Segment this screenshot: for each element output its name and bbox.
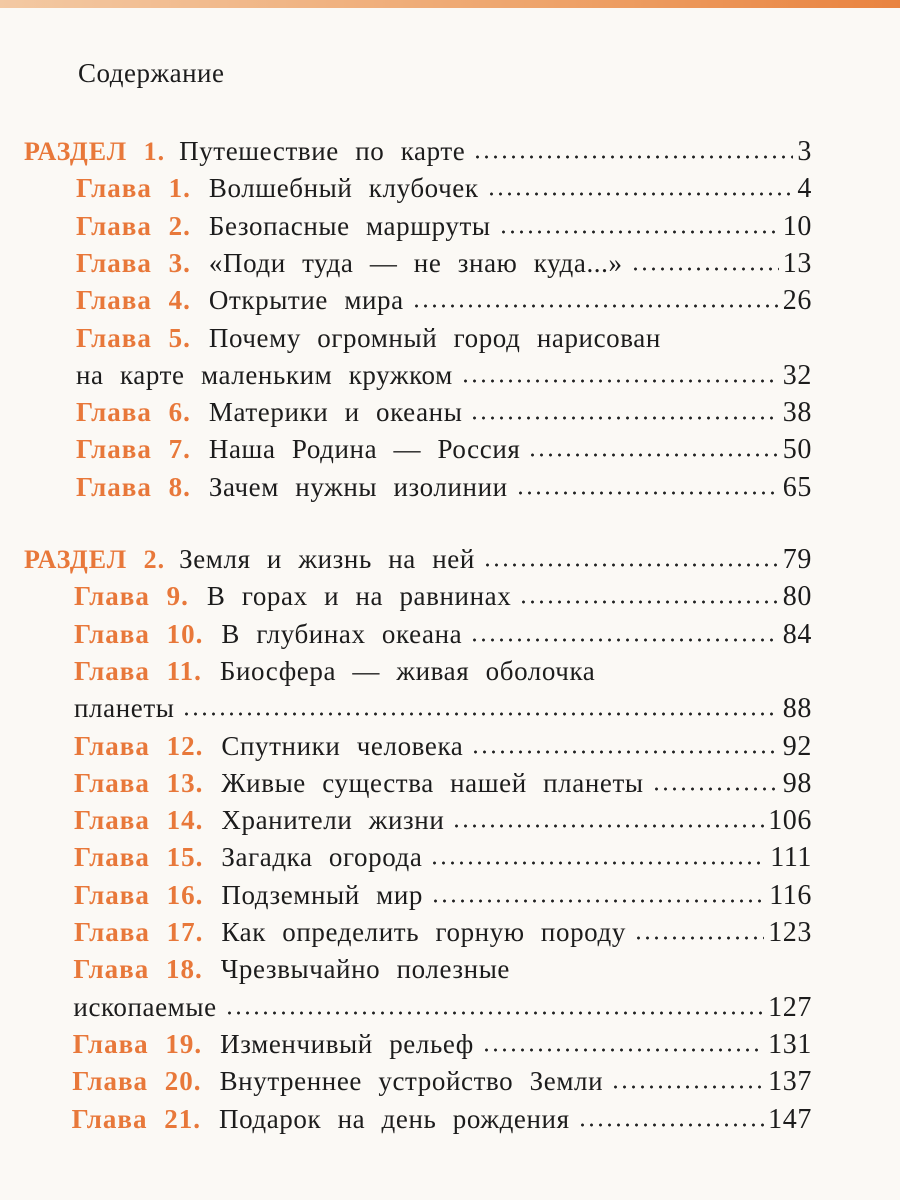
- chapter-entry[interactable]: [76, 283, 812, 317]
- chapter-entry[interactable]: [76, 470, 812, 504]
- chapter-label: Глава 5.: [76, 322, 191, 353]
- page-title: Содержание: [78, 58, 225, 88]
- page-number: 106: [768, 805, 812, 837]
- dot-leader: [452, 824, 764, 828]
- page-number: 92: [782, 730, 812, 762]
- chapter-label: Глава 10.: [74, 618, 204, 649]
- section-title: Земля и жизнь на ней: [179, 544, 475, 574]
- chapter-entry[interactable]: [76, 209, 812, 243]
- chapter-title: В глубинах океана: [221, 618, 463, 649]
- chapter-label: Глава 3.: [76, 247, 191, 278]
- chapter-title: Почему огромный город нарисован: [208, 322, 661, 353]
- chapter-title: Как определить горную породу: [221, 917, 626, 947]
- dot-leader: [528, 453, 778, 457]
- chapter-label: Глава 16.: [74, 879, 204, 910]
- dot-leader: [470, 416, 778, 420]
- chapter-title-continued: на карте маленьким кружком: [76, 359, 453, 390]
- chapter-entry[interactable]: [76, 395, 812, 429]
- chapter-entry[interactable]: [74, 766, 812, 800]
- chapter-entry[interactable]: [74, 617, 812, 651]
- chapter-title: Открытие мира: [208, 285, 404, 316]
- chapter-label: Глава 18.: [73, 954, 203, 985]
- chapter-title: Подземный мир: [221, 879, 424, 910]
- page-number: 84: [782, 618, 812, 650]
- dot-leader: [182, 712, 778, 716]
- page-number: 50: [782, 434, 812, 466]
- chapter-entry[interactable]: [74, 654, 812, 688]
- chapter-entry[interactable]: [76, 246, 812, 280]
- chapter-title: Спутники человека: [221, 730, 464, 761]
- chapter-label: Глава 20.: [72, 1066, 202, 1097]
- chapter-title: Волшебный клубочек: [208, 173, 479, 204]
- chapter-title: Зачем нужны изолинии: [208, 471, 508, 502]
- dot-leader: [634, 936, 764, 940]
- page-number: 26: [782, 285, 812, 317]
- page-number: 10: [782, 210, 812, 242]
- chapter-label: Глава 4.: [76, 285, 191, 316]
- page-number: 111: [770, 842, 812, 874]
- dot-leader: [631, 267, 779, 271]
- chapter-title: Хранители жизни: [221, 805, 445, 836]
- chapter-title-continued: планеты: [74, 693, 175, 724]
- dot-leader: [473, 155, 793, 159]
- chapter-label: Глава 6.: [76, 397, 191, 428]
- chapter-label: Глава 19.: [72, 1028, 203, 1059]
- dot-leader: [611, 1085, 764, 1089]
- chapter-title: Загадка огорода: [221, 842, 423, 873]
- section-label: РАЗДЕЛ 1.: [24, 137, 166, 166]
- chapter-entry-continued[interactable]: [74, 691, 812, 725]
- dot-leader: [471, 750, 778, 754]
- chapter-entry[interactable]: [74, 729, 812, 763]
- section-entry[interactable]: [24, 134, 812, 168]
- chapter-label: Глава 2.: [76, 210, 191, 241]
- dot-leader: [516, 491, 779, 495]
- dot-leader: [412, 304, 779, 308]
- chapter-title: Биосфера — живая оболочка: [219, 655, 596, 686]
- page-number: 123: [768, 917, 812, 948]
- chapter-entry[interactable]: [74, 803, 812, 837]
- dot-leader: [519, 600, 778, 604]
- dot-leader: [482, 1048, 764, 1052]
- page-number: 116: [769, 879, 812, 911]
- chapter-label: Глава 14.: [74, 805, 204, 836]
- chapter-entry-continued[interactable]: [73, 990, 812, 1024]
- chapter-label: Глава 9.: [74, 581, 189, 612]
- section-entry[interactable]: [24, 542, 812, 576]
- dot-leader: [487, 192, 794, 196]
- dot-leader: [499, 230, 779, 234]
- page-number: 131: [768, 1028, 812, 1060]
- page-number: 65: [782, 471, 812, 503]
- chapter-entry[interactable]: [74, 915, 812, 949]
- section-label: РАЗДЕЛ 2.: [24, 545, 166, 574]
- chapter-title: Подарок на день рождения: [218, 1103, 570, 1134]
- page-number: 38: [782, 397, 812, 429]
- chapter-entry[interactable]: [76, 171, 812, 205]
- chapter-entry[interactable]: [73, 952, 812, 986]
- dot-leader: [578, 1123, 765, 1127]
- dot-leader: [470, 638, 779, 642]
- chapter-entry[interactable]: [74, 579, 812, 613]
- chapter-label: Глава 8.: [76, 471, 191, 502]
- chapter-title: Материки и океаны: [208, 397, 463, 428]
- chapter-entry[interactable]: [76, 432, 812, 466]
- chapter-entry[interactable]: [74, 840, 812, 874]
- section-title: Путешествие по карте: [179, 136, 466, 166]
- chapter-label: Глава 17.: [74, 917, 204, 947]
- chapter-label: Глава 12.: [74, 730, 204, 761]
- chapter-label: Глава 7.: [76, 434, 191, 465]
- chapter-title: Живые существа нашей планеты: [221, 767, 644, 798]
- page-number: 80: [782, 581, 812, 613]
- chapter-title: «Поди туда — не знаю куда...»: [208, 247, 623, 278]
- chapter-title: Чрезвычайно полезные: [220, 954, 511, 985]
- chapter-entry[interactable]: [72, 1102, 812, 1136]
- page-number: 3: [797, 136, 812, 167]
- chapter-entry[interactable]: [72, 1064, 812, 1098]
- top-color-bar: [0, 0, 900, 8]
- dot-leader: [430, 861, 766, 865]
- chapter-title-continued: ископаемые: [73, 991, 217, 1022]
- chapter-title: Внутреннее устройство Земли: [219, 1066, 604, 1097]
- dot-leader: [652, 787, 779, 791]
- page-number: 32: [782, 359, 812, 391]
- chapter-title: Изменчивый рельеф: [220, 1028, 474, 1059]
- chapter-label: Глава 13.: [74, 767, 204, 798]
- page-number: 137: [768, 1066, 812, 1098]
- chapter-title: Безопасные маршруты: [208, 210, 491, 241]
- page-number: 98: [782, 767, 812, 799]
- page-number: 88: [782, 693, 812, 725]
- page-number: 4: [797, 173, 812, 205]
- page-number: 127: [768, 991, 812, 1023]
- dot-leader: [483, 563, 779, 567]
- chapter-entry[interactable]: [74, 878, 812, 912]
- chapter-entry-continued[interactable]: [76, 358, 812, 392]
- dot-leader: [461, 379, 779, 383]
- chapter-title: Наша Родина — Россия: [208, 434, 521, 465]
- chapter-title: В горах и на равнинах: [206, 581, 512, 612]
- chapter-label: Глава 21.: [71, 1103, 201, 1134]
- chapter-label: Глава 11.: [74, 655, 202, 686]
- page-number: 79: [782, 544, 812, 575]
- page-number: 147: [768, 1103, 812, 1135]
- chapter-entry[interactable]: [76, 321, 812, 355]
- page-number: 13: [782, 247, 812, 279]
- dot-leader: [431, 899, 765, 903]
- chapter-entry[interactable]: [73, 1027, 812, 1061]
- dot-leader: [225, 1011, 764, 1015]
- chapter-label: Глава 15.: [74, 842, 204, 873]
- chapter-label: Глава 1.: [76, 173, 191, 204]
